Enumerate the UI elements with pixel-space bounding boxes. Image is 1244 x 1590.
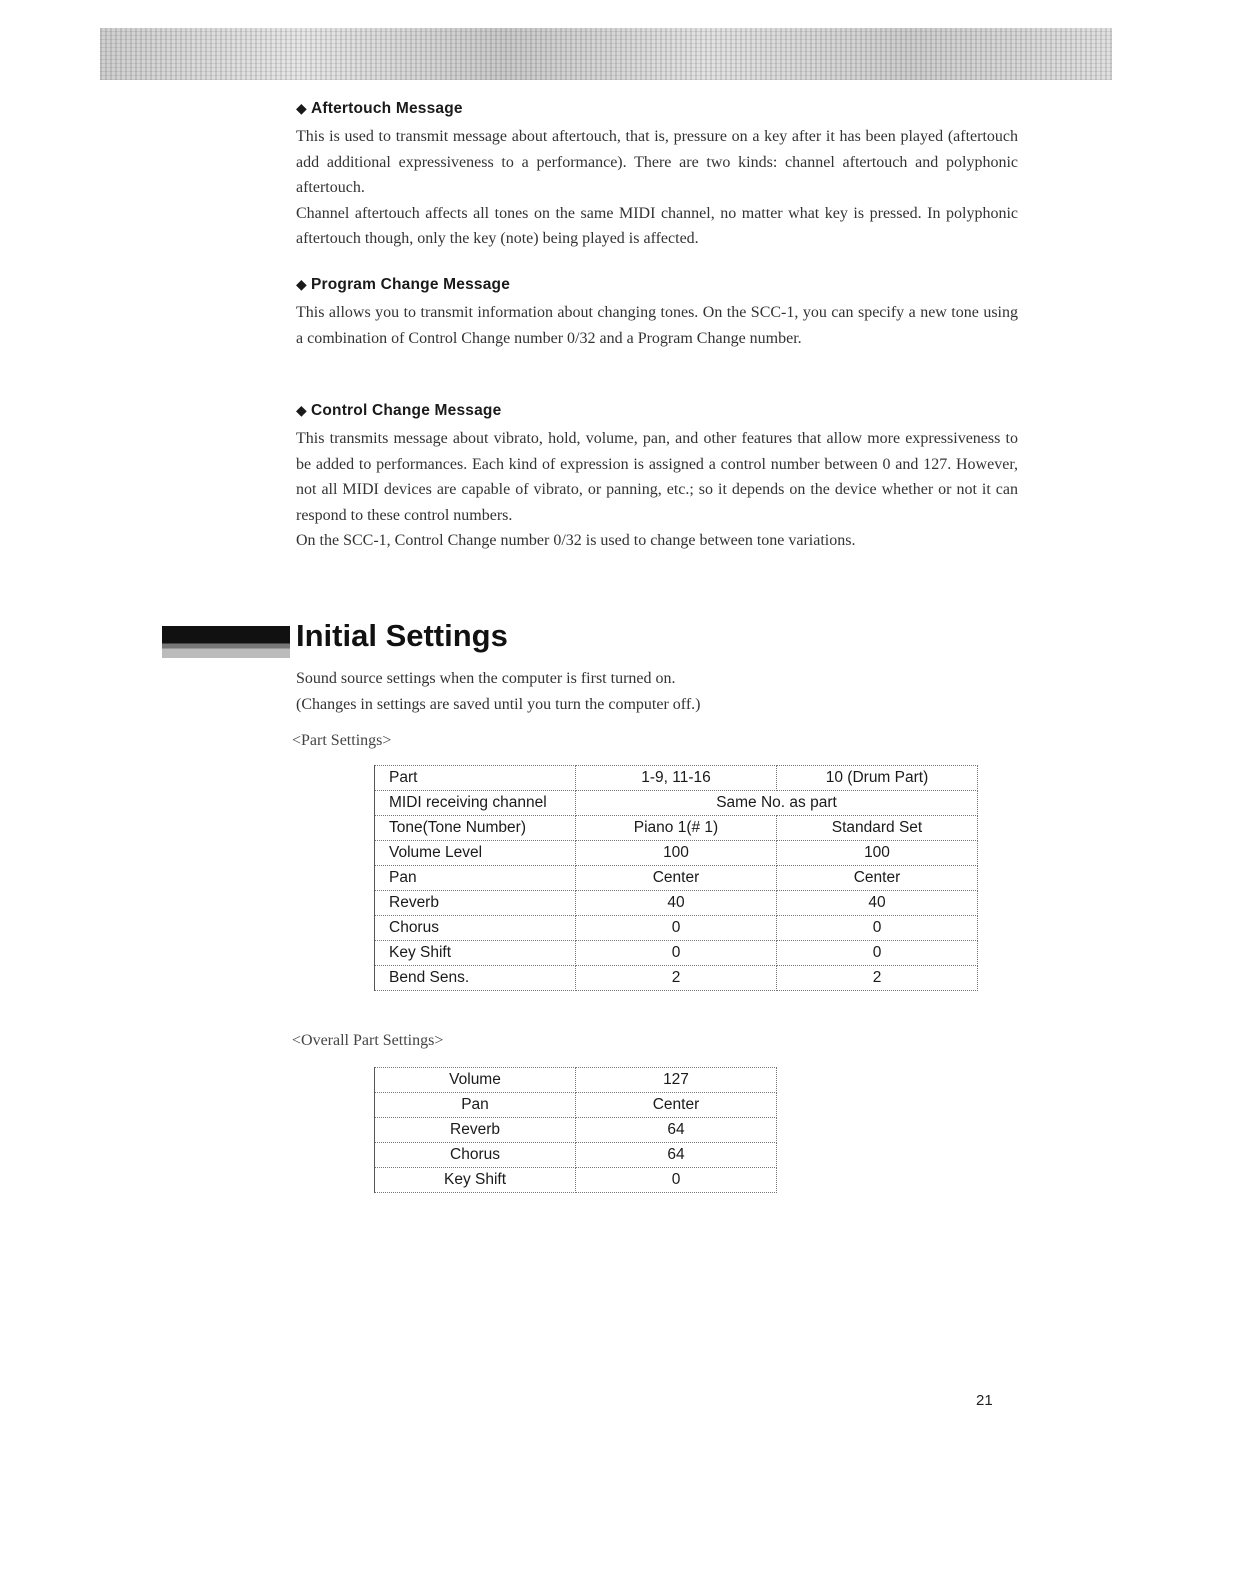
diamond-icon: ◆ xyxy=(296,402,307,418)
table-row xyxy=(375,916,978,941)
table-row xyxy=(375,866,978,891)
table-cell: 0 xyxy=(576,1168,777,1193)
table-cell: 64 xyxy=(576,1143,777,1168)
overall-settings-label: <Overall Part Settings> xyxy=(292,1032,444,1049)
initial-settings-intro xyxy=(296,666,1016,718)
page-title: Initial Settings xyxy=(296,618,508,653)
table-cell: 2 xyxy=(777,966,978,991)
intro-line-1: Sound source settings when the computer is first turned on. xyxy=(296,670,676,687)
table-cell: 0 xyxy=(777,941,978,966)
table-row xyxy=(375,1068,777,1093)
table-cell: Part xyxy=(375,766,576,791)
title-bar-decoration xyxy=(162,626,290,658)
table-row xyxy=(375,966,978,991)
aftertouch-paragraph-1: This is used to transmit message about aftertouch, that is, pressure on a key after it has been played (aftertouch add additional expressiveness to a performance). There are two kinds: channel aftertouch and polyphonic aftertouch. xyxy=(296,128,1018,196)
table-cell: 100 xyxy=(777,841,978,866)
part-settings-label: <Part Settings> xyxy=(292,732,392,749)
table-cell: 0 xyxy=(576,941,777,966)
table-cell: 40 xyxy=(777,891,978,916)
table-cell: Key Shift xyxy=(375,941,576,966)
table-row xyxy=(375,1118,777,1143)
table-cell: MIDI receiving channel xyxy=(375,791,576,816)
control-change-paragraph-1: This transmits message about vibrato, hold, volume, pan, and other features that allow more expressiveness to be added to performances. Each kind of expression is assigned a control number between 0 and 127. However, not all MIDI devices are capable of vibrato, or panning, etc.; so it depends on the device whether or not it can respond to these control numbers. xyxy=(296,430,1018,524)
table-row xyxy=(375,766,978,791)
page-number: 21 xyxy=(976,1392,993,1409)
control-change-heading: ◆ Control Change Message xyxy=(296,402,502,419)
program-change-heading: ◆ Program Change Message xyxy=(296,276,511,293)
table-cell: Chorus xyxy=(375,916,576,941)
table-row xyxy=(375,941,978,966)
program-change-paragraph: This allows you to transmit information about changing tones. On the SCC-1, you can specify a new tone using a combination of Control Change number 0/32 and a Program Change number. xyxy=(296,304,1018,347)
table-cell: 127 xyxy=(576,1068,777,1093)
table-cell: Center xyxy=(576,866,777,891)
table-cell: Center xyxy=(777,866,978,891)
table-cell: 64 xyxy=(576,1118,777,1143)
table-row xyxy=(375,791,978,816)
table-cell: 40 xyxy=(576,891,777,916)
diamond-icon: ◆ xyxy=(296,100,307,116)
table-cell: Tone(Tone Number) xyxy=(375,816,576,841)
table-row xyxy=(375,1143,777,1168)
table-cell: Bend Sens. xyxy=(375,966,576,991)
table-row xyxy=(375,816,978,841)
table-cell: Key Shift xyxy=(375,1168,576,1193)
table-row xyxy=(375,1093,777,1118)
table-cell: 1-9, 11-16 xyxy=(576,766,777,791)
program-change-section xyxy=(296,276,1018,351)
table-cell: Chorus xyxy=(375,1143,576,1168)
table-cell: Same No. as part xyxy=(576,791,978,816)
aftertouch-paragraph-2: Channel aftertouch affects all tones on the same MIDI channel, no matter what key is pressed. In polyphonic aftertouch though, only the key (note) being played is affected. xyxy=(296,204,1018,247)
table-cell: 0 xyxy=(777,916,978,941)
part-settings-table xyxy=(374,765,978,991)
table-row xyxy=(375,891,978,916)
control-change-paragraph-2: On the SCC-1, Control Change number 0/32 is used to change between tone variations. xyxy=(296,532,856,549)
diamond-icon: ◆ xyxy=(296,276,307,292)
control-change-section xyxy=(296,402,1018,554)
table-cell: Piano 1(# 1) xyxy=(576,816,777,841)
table-cell: 2 xyxy=(576,966,777,991)
aftertouch-section xyxy=(296,100,1018,252)
header-band xyxy=(100,28,1112,80)
table-cell: Reverb xyxy=(375,1118,576,1143)
table-cell: Pan xyxy=(375,1093,576,1118)
table-cell: 100 xyxy=(576,841,777,866)
table-row xyxy=(375,841,978,866)
table-cell: Standard Set xyxy=(777,816,978,841)
table-cell: Center xyxy=(576,1093,777,1118)
table-cell: Reverb xyxy=(375,891,576,916)
intro-line-2: (Changes in settings are saved until you turn the computer off.) xyxy=(296,696,701,713)
table-cell: 10 (Drum Part) xyxy=(777,766,978,791)
table-cell: 0 xyxy=(576,916,777,941)
table-cell: Volume Level xyxy=(375,841,576,866)
table-row xyxy=(375,1168,777,1193)
aftertouch-heading: ◆ Aftertouch Message xyxy=(296,100,463,117)
table-cell: Pan xyxy=(375,866,576,891)
overall-settings-table xyxy=(374,1067,777,1193)
table-cell: Volume xyxy=(375,1068,576,1093)
